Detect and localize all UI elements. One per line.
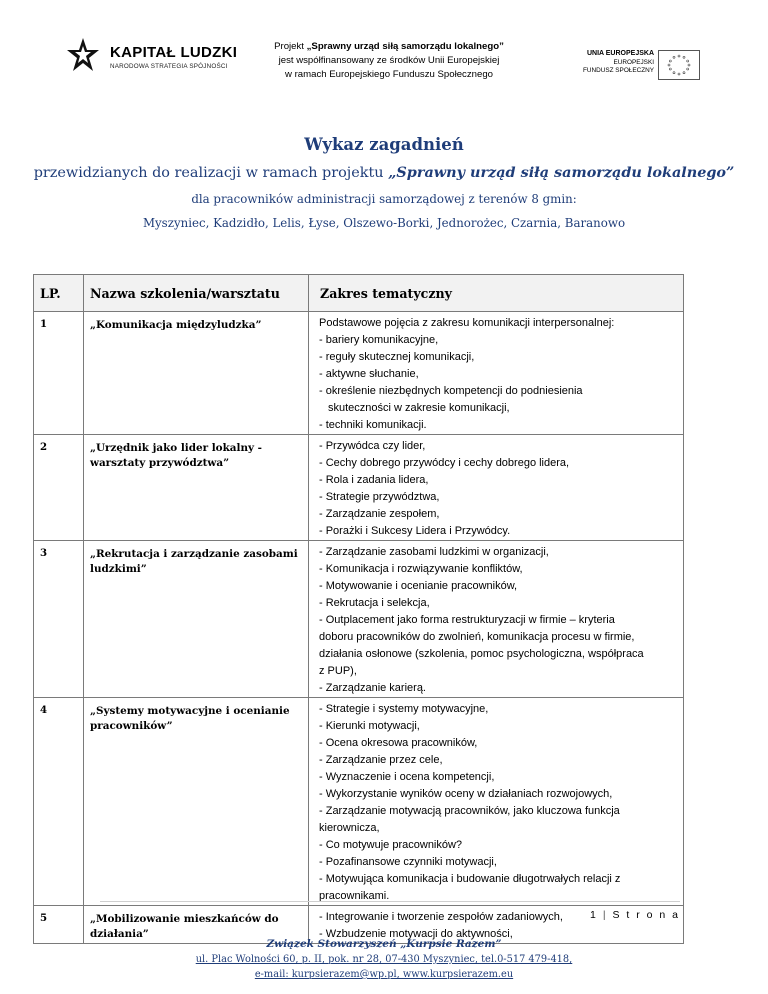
scope-line: - Rekrutacja i selekcja, (319, 597, 430, 609)
scope-line: - Integrowanie i tworzenie zespołów zadaniowych, (319, 911, 563, 923)
eu-line-2: EUROPEJSKI (613, 58, 654, 66)
footer-divider (100, 901, 680, 902)
scope-line: - Outplacement jako forma restrukturyzacji w firmie – kryteria (319, 614, 615, 626)
training-scope (309, 312, 684, 435)
footer-address[interactable]: ul. Plac Wolności 60, p. II, pok. nr 28, 07-430 Myszyniec, tel.0-517 479-418, (195, 954, 573, 965)
scope-line: z PUP), (319, 665, 357, 677)
table-row (34, 435, 684, 541)
project-line-3: w ramach Europejskiego Funduszu Społecznego (285, 69, 493, 80)
training-name: „Komunikacja międzyludzka” (84, 312, 309, 435)
training-scope (309, 541, 684, 698)
eu-line-3: FUNDUSZ SPOŁECZNY (582, 67, 654, 74)
scope-line: - Cechy dobrego przywódcy i cechy dobrego lidera, (319, 457, 570, 469)
topics-table (33, 274, 684, 944)
page-title: Wykaz zagadnień (304, 135, 464, 154)
scope-line: - Strategie i systemy motywacyjne, (319, 703, 489, 715)
scope-line: - Zarządzanie karierą. (319, 682, 426, 694)
scope-line: - Porażki i Sukcesy Lidera i Przywódcy. (319, 525, 511, 537)
scope-line: - aktywne słuchanie, (319, 368, 419, 380)
scope-line: pracownikami. (319, 890, 390, 902)
eu-logo (570, 50, 700, 82)
scope-line: - Wzbudzenie motywacji do aktywności, (319, 928, 513, 940)
page-separator: | (602, 909, 608, 921)
kapital-ludzki-logo (66, 36, 246, 84)
municipalities-line: Myszyniec, Kadzidło, Lelis, Łyse, Olszewo-Borki, Jednorożec, Czarnia, Baranowo (142, 216, 626, 230)
scope-line: - Wykorzystanie wyników oceny w działaniach rozwojowych, (319, 788, 613, 800)
logo-subtitle: NARODOWA STRATEGIA SPÓJNOŚCI (110, 63, 228, 70)
training-scope (309, 435, 684, 541)
audience-line: dla pracowników administracji samorządowej z terenów 8 gmin: (191, 192, 577, 206)
scope-line: skuteczności w zakresie komunikacji, (328, 402, 510, 414)
scope-line: Podstawowe pojęcia z zakresu komunikacji interpersonalnej: (319, 317, 615, 329)
subtitle-prefix: przewidzianych do realizacji w ramach projektu (33, 165, 389, 181)
row-number: 4 (34, 698, 84, 906)
row-number: 1 (34, 312, 84, 435)
row-number: 5 (34, 906, 84, 944)
page-header (0, 0, 768, 100)
scope-line: kierownicza, (319, 822, 380, 834)
footer-org: Związek Stowarzyszeń „Kurpsie Razem” (266, 938, 502, 950)
training-name: „Systemy motywacyjne i ocenianie pracowników” (84, 698, 309, 906)
page-label: S t r o n a (612, 909, 680, 921)
scope-line: - Rola i zadania lidera, (319, 474, 429, 486)
scope-line: - techniki komunikacji. (319, 419, 427, 431)
scope-line: - Motywowanie i ocenianie pracowników, (319, 580, 518, 592)
scope-line: - Strategie przywództwa, (319, 491, 440, 503)
table-header-row (34, 275, 684, 312)
page-number-value: 1 (590, 909, 598, 921)
scope-line: - Wyznaczenie i ocena kompetencji, (319, 771, 495, 783)
training-name: „Rekrutacja i zarządzanie zasobami ludzkimi” (84, 541, 309, 698)
scope-line: - Komunikacja i rozwiązywanie konfliktów, (319, 563, 523, 575)
scope-line: - Zarządzanie przez cele, (319, 754, 443, 766)
scope-line: - reguły skutecznej komunikacji, (319, 351, 475, 363)
training-scope (309, 698, 684, 906)
scope-line: doboru pracowników do zwolnień, komunikacja procesu w firmie, (319, 631, 635, 643)
table-row (34, 541, 684, 698)
scope-line: - Zarządzanie motywacją pracowników, jako kluczowa funkcja (319, 805, 620, 817)
star-logo-icon (66, 36, 100, 76)
col-header-scope: Zakres tematyczny (309, 275, 684, 312)
project-line-1 (250, 40, 528, 54)
row-number: 3 (34, 541, 84, 698)
row-number: 2 (34, 435, 84, 541)
eu-flag-icon (658, 50, 700, 80)
subtitle-project: „Sprawny urząd siłą samorządu lokalnego” (388, 164, 735, 181)
scope-line: - Przywódca czy lider, (319, 440, 426, 452)
scope-line: - Zarządzanie zasobami ludzkimi w organizacji, (319, 546, 549, 558)
scope-line: - Kierunki motywacji, (319, 720, 420, 732)
eu-line-1: UNIA EUROPEJSKA (586, 50, 654, 57)
scope-line: - Motywująca komunikacja i budowanie długotrwałych relacji z (319, 873, 621, 885)
eu-logo-text (583, 50, 654, 76)
scope-line: - Co motywuje pracowników? (319, 839, 463, 851)
scope-line: działania osłonowe (szkolenia, pomoc psychologiczna, współpraca (319, 648, 644, 660)
scope-line: - Pozafinansowe czynniki motywacji, (319, 856, 497, 868)
page-number (580, 909, 680, 921)
scope-line: - bariery komunikacyjne, (319, 334, 439, 346)
project-note (250, 40, 528, 82)
logo-title: KAPITAŁ LUDZKI (110, 44, 238, 61)
project-name: „Sprawny urząd siłą samorządu lokalnego” (306, 41, 504, 52)
table-row (34, 698, 684, 906)
project-line-2: jest współfinansowany ze środków Unii Europejskiej (278, 55, 500, 66)
footer-contact[interactable]: e-mail: kurpsierazem@wp.pl, www.kurpsierazem.eu (254, 969, 514, 980)
table-row (34, 312, 684, 435)
training-name: „Mobilizowanie mieszkańców do działania” (84, 906, 309, 944)
scope-line: - określenie niezbędnych kompetencji do podniesienia (319, 385, 583, 397)
page-subtitle (0, 164, 768, 181)
col-header-name: Nazwa szkolenia/warsztatu (84, 275, 309, 312)
project-prefix: Projekt (274, 41, 307, 52)
scope-line: - Ocena okresowa pracowników, (319, 737, 478, 749)
training-name: „Urzędnik jako lider lokalny - warsztaty przywództwa” (84, 435, 309, 541)
scope-line: - Zarządzanie zespołem, (319, 508, 440, 520)
col-header-lp: LP. (34, 275, 84, 312)
